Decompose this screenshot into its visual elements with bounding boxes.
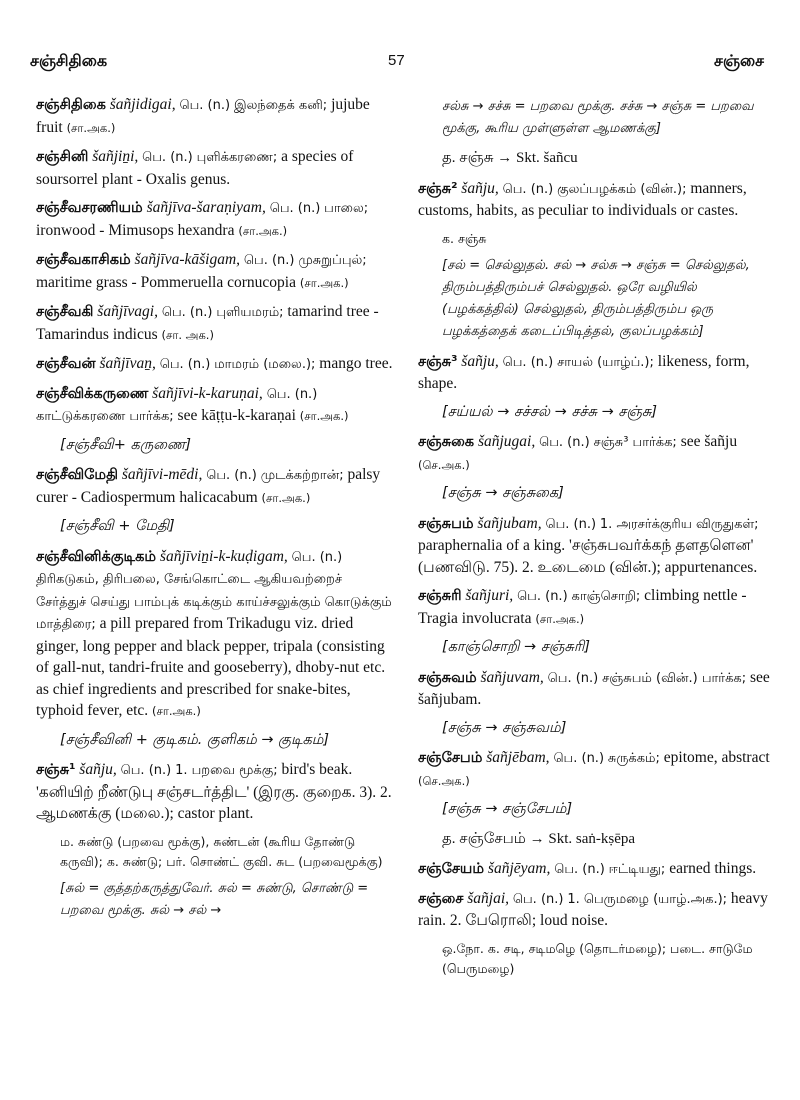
etymology: [சஞ்சு → சஞ்சேபம்] xyxy=(442,801,573,817)
right-column xyxy=(418,94,770,985)
transliteration: šañjai, xyxy=(467,889,510,907)
tamil-gloss: புளிக்கரணை; xyxy=(196,150,278,165)
cognates: ம. சுண்டு (பறவை மூக்கு), சுண்டன் (கூரிய தோண்டு கருவி); க. சுண்டு; பர். சொண்ட் குவி. சுட (பறவைமூக்கு) xyxy=(60,833,383,869)
source-abbrev: (செ.அக.) xyxy=(418,773,470,788)
transliteration: šañjīvaṉ, xyxy=(99,355,156,372)
dictionary-entry xyxy=(36,301,394,346)
headword: சஞ்சீவிக்கருணை xyxy=(36,385,149,402)
etymology: [சய்யல் → சச்சல் → சச்சு → சஞ்சு] xyxy=(442,403,658,420)
tamil-gloss: பாலை; xyxy=(324,201,369,216)
tamil-gloss: காட்டுக்கரணை பார்க்க; xyxy=(36,409,174,424)
headword: சஞ்சுவம் xyxy=(418,669,477,686)
english-gloss: heavy rain. 2. பேரொலி; loud noise. xyxy=(418,889,768,929)
tamil-gloss: புளியமரம்; xyxy=(216,305,284,320)
headword: சஞ்சு² xyxy=(418,180,458,197)
dictionary-entry xyxy=(418,585,770,630)
headword: சஞ்சை xyxy=(418,890,464,907)
etymology: [காஞ்சொறி → சஞ்சுரி] xyxy=(442,639,590,655)
part-of-speech: பெ. (n.) xyxy=(554,862,605,877)
english-gloss: see šañju xyxy=(680,433,738,450)
transliteration: šañjiṉi, xyxy=(92,148,139,165)
transliteration: šañjīvagi, xyxy=(97,303,158,320)
source-abbrev: (சா. அக.) xyxy=(161,327,214,342)
dictionary-entry xyxy=(418,888,770,932)
part-of-speech: பெ. (n.) xyxy=(266,386,318,402)
english-gloss: tamarind tree - Tamarindus indicus xyxy=(36,303,379,343)
transliteration: šañjidigai, xyxy=(109,96,176,113)
english-gloss: jujube fruit xyxy=(36,96,370,136)
transliteration: šañjugai, xyxy=(477,433,536,450)
tamil-gloss: 1. பறவை மூக்கு; xyxy=(175,763,278,778)
running-head-left: சஞ்சிதிகை xyxy=(30,53,108,70)
headword: சஞ்சேயம் xyxy=(418,861,485,877)
tamil-gloss: முடக்கற்றான்; xyxy=(260,468,344,483)
headword: சஞ்சீவசரணியம் xyxy=(36,200,143,216)
part-of-speech: பெ. (n.) xyxy=(243,253,295,268)
tamil-gloss: சாயல் (யாழ்ப்.); xyxy=(557,354,654,370)
dictionary-entry xyxy=(36,94,394,139)
part-of-speech: பெ. (n.) xyxy=(291,549,343,565)
transliteration: šañjēyam, xyxy=(487,860,551,877)
loan-note: த. சஞ்சு → Skt. šañcu xyxy=(442,150,578,166)
loan-note: த. சஞ்சேபம் → Skt. saṅ-kṣēpa xyxy=(442,830,636,847)
part-of-speech: பெ. (n.) xyxy=(502,354,554,370)
dictionary-entry xyxy=(36,146,394,190)
headword: சஞ்சேபம் xyxy=(418,750,483,766)
transliteration: šañjuri, xyxy=(465,587,514,604)
tamil-gloss: முசுறுப்புல்; xyxy=(298,253,367,268)
headword: சஞ்சுகை xyxy=(418,434,475,450)
tamil-gloss: குலப்பழக்கம் (வின்.); xyxy=(557,181,687,197)
english-gloss: a pill prepared from Trikadugu viz. dried ginger, long pepper and black pepper, tripala (consisting of gall-nut, tandri-fruite and gooseberry), dhoby-nut etc. as chief ingredients and prescribed for snake-bites, typhoid fever, etc. xyxy=(36,615,386,719)
part-of-speech: பெ. (n.) xyxy=(269,201,321,216)
part-of-speech: பெ. (n.) xyxy=(502,181,554,197)
transliteration: šañjuvam, xyxy=(480,668,544,686)
english-gloss: bird's beak. 'கனியிற் றீண்டுபு சஞ்சடர்த்திட' (இரகு. குறைக. 3). 2. ஆமணக்கு (மலை.); castor plant. xyxy=(36,761,392,822)
tamil-gloss: மாமரம் (மலை.); xyxy=(214,357,316,372)
source-abbrev: (செ.அக.) xyxy=(418,457,470,472)
headword: சஞ்சுபம் xyxy=(418,515,474,532)
page-number: 57 xyxy=(388,52,405,69)
part-of-speech: பெ. (n.) xyxy=(517,589,568,604)
headword: சஞ்சு³ xyxy=(418,353,458,370)
left-column xyxy=(36,94,394,930)
english-gloss: palsy curer - Cadiospermum halicacabum xyxy=(36,466,381,506)
part-of-speech: பெ. (n.) xyxy=(159,357,211,372)
transliteration: šañju, xyxy=(461,352,499,370)
dictionary-entry xyxy=(418,513,770,579)
tamil-gloss: 1. பெருமழை (யாழ்.அக.); xyxy=(567,891,728,907)
english-gloss: epitome, abstract xyxy=(663,749,770,766)
headword: சஞ்சீவகாசிகம் xyxy=(36,252,131,268)
tamil-gloss: திரிகடுகம், திரிபலை, சேங்கொட்டை ஆகியவற்றைச் சேர்த்துச் செய்து பாம்புக் கடிக்கும் காய்ச்சலுக்கும் கொடுக்கும் மாத்திரை; xyxy=(36,572,392,632)
etymology: [சஞ்சீவி + மேதி] xyxy=(60,518,175,534)
running-head-right: சஞ்சை xyxy=(713,53,764,70)
headword: சஞ்சு¹ xyxy=(36,762,76,778)
part-of-speech: பெ. (n.) xyxy=(545,516,597,532)
source-abbrev: (சா.அக.) xyxy=(535,611,585,626)
english-gloss: ironwood - Mimusops hexandra xyxy=(36,221,235,239)
english-gloss: likeness, form, shape. xyxy=(418,352,750,392)
english-gloss: see kāṭṭu-k-karaṇai xyxy=(177,407,296,424)
dictionary-entry xyxy=(418,351,770,395)
part-of-speech: பெ. (n.) xyxy=(206,468,257,483)
tamil-gloss: சஞ்சுபம் (வின்.) பார்க்க; xyxy=(602,670,747,686)
english-gloss: see šañjubam. xyxy=(418,668,770,708)
english-gloss: a species of soursorrel plant - Oxalis genus. xyxy=(36,148,354,188)
tamil-gloss: ஈட்டியது; xyxy=(608,862,666,877)
transliteration: šañjubam, xyxy=(477,514,542,532)
etymology-note: [சுல் = குத்தற்கருத்துவேர். சுல் = சுண்டு, சொண்டு = பறவை மூக்கு. சுல் → சல் → xyxy=(60,880,369,918)
source-abbrev: (சா.அக.) xyxy=(66,120,116,135)
english-gloss: mango tree. xyxy=(319,355,393,372)
transliteration: šañju, xyxy=(79,761,117,778)
english-gloss: manners, customs, habits, as peculiar to individuals or castes. xyxy=(418,179,747,219)
cognates: ஒ.நோ. க. சடி, சடிமழெ (தொடர்மழை); படை. சாடுமே (பெருமழை) xyxy=(442,940,753,976)
etymology-note: [சல் = செல்லுதல். சல் → சல்சு → சஞ்சு = செல்லுதல், திரும்பத்திரும்பச் செல்லுதல். ஒரே வழியில் (பழக்கத்தில்) செல்லுதல், திரும்பத்திரும்ப ஒரு பழக்கத்தைக் கடைப்பிடித்தல், குலப்பழக்கம்] xyxy=(442,257,750,339)
source-abbrev: (சா.அக.) xyxy=(238,223,288,238)
dictionary-entry xyxy=(36,197,394,242)
part-of-speech: பெ. (n.) xyxy=(120,763,172,778)
dictionary-entry xyxy=(418,858,770,881)
headword: சஞ்சீவகி xyxy=(36,304,94,320)
part-of-speech: பெ. (n.) xyxy=(553,751,605,766)
headword: சஞ்சினி xyxy=(36,149,89,165)
dictionary-entry xyxy=(36,464,394,509)
transliteration: šañjēbam, xyxy=(486,749,550,766)
headword: சஞ்சிதிகை xyxy=(36,97,106,113)
headword: சஞ்சீவினிக்குடிகம் xyxy=(36,548,157,565)
transliteration: šañjīvi-mēdi, xyxy=(121,466,203,483)
transliteration: šañjīvi-k-karuṇai, xyxy=(152,384,263,402)
part-of-speech: பெ. (n.) xyxy=(547,670,599,686)
transliteration: šañjīviṉi-k-kuḍigam, xyxy=(159,547,288,565)
source-abbrev: (சா.அக.) xyxy=(299,275,349,290)
tamil-gloss: சஞ்சு³ பார்க்க; xyxy=(593,435,677,450)
headword: சஞ்சீவிமேதி xyxy=(36,467,118,483)
dictionary-entry xyxy=(36,383,394,428)
dictionary-entry xyxy=(418,667,770,711)
part-of-speech: பெ. (n.) xyxy=(161,305,213,320)
transliteration: šañjīva-šaraṇiyam, xyxy=(146,199,266,216)
headword: சஞ்சீவன் xyxy=(36,356,96,372)
dictionary-entry xyxy=(36,353,394,376)
headword: சஞ்சுரி xyxy=(418,588,462,604)
source-abbrev: (சா.அக.) xyxy=(152,704,201,718)
etymology: [சஞ்சீவி+ கருணை] xyxy=(60,436,192,453)
dictionary-entry xyxy=(418,431,770,476)
dictionary-entry xyxy=(36,546,394,723)
etymology-note: சல்சு → சச்சு = பறவை மூக்கு. சச்சு → சஞ்சு = பறவை மூக்கு, கூரிய முள்ளுள்ள ஆமணக்கு] xyxy=(442,99,754,136)
tamil-gloss: இலந்தைக் கனி; xyxy=(233,98,328,113)
tamil-gloss: சுருக்கம்; xyxy=(607,751,660,766)
tamil-gloss: 1. அரசர்க்குரிய விருதுகள்; xyxy=(599,516,759,532)
part-of-speech: பெ. (n.) xyxy=(142,150,193,165)
dictionary-entry xyxy=(418,747,770,792)
english-gloss: earned things. xyxy=(669,860,757,877)
part-of-speech: பெ. (n.) xyxy=(512,891,564,907)
tamil-gloss: காஞ்சொறி; xyxy=(571,589,641,604)
cognates: க. சஞ்சு xyxy=(442,230,487,246)
etymology: [சஞ்சு → சஞ்சுவம்] xyxy=(442,719,567,736)
transliteration: šañjīva-kāšigam, xyxy=(134,251,241,268)
english-gloss: maritime grass - Pommeruella cornucopia xyxy=(36,273,296,291)
english-gloss: paraphernalia of a king. 'சஞ்சுபவர்க்கந் தளதளென' (பணவிடு. 75). 2. உடைமை (வின்.); appurtenances. xyxy=(418,537,758,576)
etymology: [சஞ்சு → சஞ்சுகை] xyxy=(442,485,564,501)
dictionary-entry xyxy=(36,759,394,825)
transliteration: šañju, xyxy=(461,179,499,197)
dictionary-entry xyxy=(36,249,394,294)
english-gloss: climbing nettle - Tragia involucrata xyxy=(418,587,747,627)
part-of-speech: பெ. (n.) xyxy=(539,435,590,450)
source-abbrev: (சா.அக.) xyxy=(261,490,311,505)
etymology: [சஞ்சீவினி + குடிகம். குளிகம் → குடிகம்] xyxy=(60,731,330,748)
dictionary-entry xyxy=(418,178,770,222)
source-abbrev: (சா.அக.) xyxy=(299,409,349,423)
part-of-speech: பெ. (n.) xyxy=(179,98,231,113)
